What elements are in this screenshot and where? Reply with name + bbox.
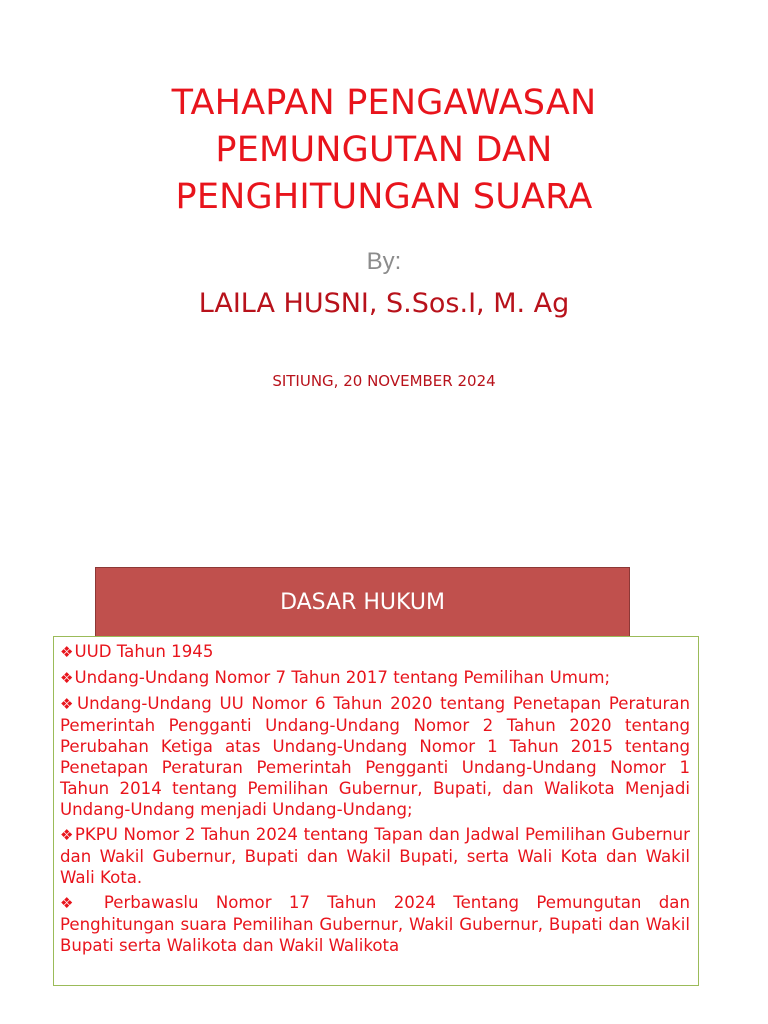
diamond-bullet-icon: ❖ [60, 826, 74, 844]
list-item-text: Perbawaslu Nomor 17 Tahun 2024 Tentang Pemungutan dan Penghitungan suara Pemilihan Gubernur, Wakil Gubernur, Bupati dan Wakil Bupati serta Walikota dan Wakil Walikota [60, 893, 690, 955]
author-name: LAILA HUSNI, S.Sos.I, M. Ag [198, 288, 570, 319]
diamond-bullet-icon: ❖ [60, 894, 86, 912]
list-item-text: UUD Tahun 1945 [74, 642, 214, 661]
legal-basis-list [53, 636, 699, 986]
diamond-bullet-icon: ❖ [60, 669, 74, 687]
legal-basis-header [95, 567, 630, 637]
list-item [60, 693, 690, 820]
place-date: SITIUNG, 20 NOVEMBER 2024 [272, 372, 496, 390]
slide-title [60, 80, 708, 221]
list-item [60, 667, 690, 689]
by-label: By: [366, 248, 402, 275]
title-line: TAHAPAN PENGAWASAN [171, 83, 597, 123]
list-item-text: Undang-Undang UU Nomor 6 Tahun 2020 tentang Penetapan Peraturan Pemerintah Pengganti Undang-Undang Nomor 2 Tahun 2020 tentang Perubahan Ketiga atas Undang-Undang Nomor 1 Tahun 2015 tentang Penetapan Peraturan Pemerintah Pengganti Undang-Undang Nomor 1 Tahun 2014 tentang Pemilihan Gubernur, Bupati, dan Walikota Menjadi Undang-Undang menjadi Undang-Undang; [60, 694, 691, 819]
list-item-text: Undang-Undang Nomor 7 Tahun 2017 tentang Pemilihan Umum; [74, 668, 611, 687]
list-item [60, 641, 690, 663]
title-line: PEMUNGUTAN DAN [215, 130, 553, 170]
diamond-bullet-icon: ❖ [60, 643, 74, 661]
list-item-text: PKPU Nomor 2 Tahun 2024 tentang Tapan dan Jadwal Pemilihan Gubernur dan Wakil Gubernur, Bupati dan Wakil Bupati, serta Wali Kota dan Wakil Wali Kota. [60, 825, 691, 887]
list-item [60, 824, 690, 888]
list-item [60, 892, 690, 956]
diamond-bullet-icon: ❖ [60, 695, 76, 713]
legal-basis-heading: DASAR HUKUM [280, 589, 445, 615]
title-line: PENGHITUNGAN SUARA [175, 177, 593, 217]
